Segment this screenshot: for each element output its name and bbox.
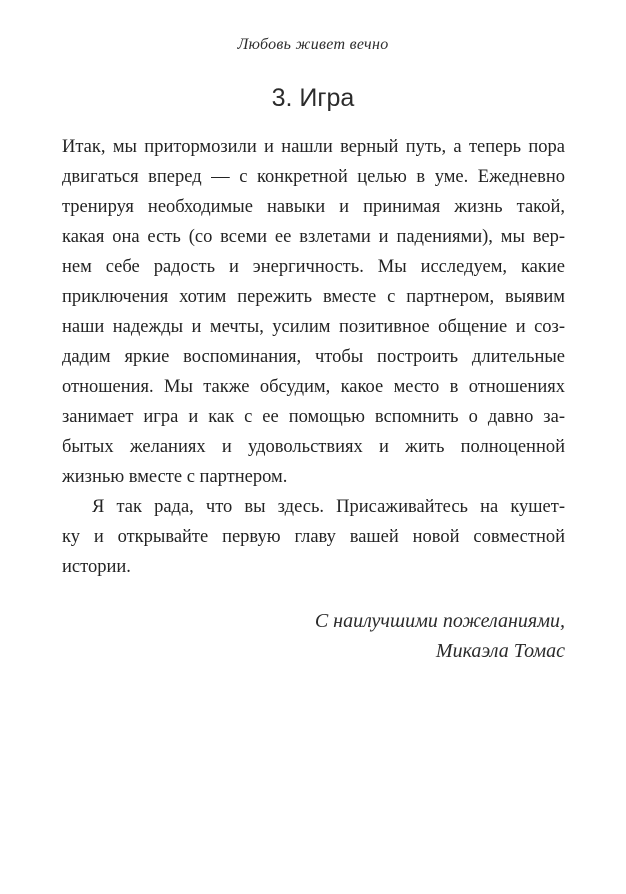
signoff xyxy=(315,606,565,666)
text-line: Итак, мы притормозили и нашли верный путь, а теперь пора xyxy=(62,137,565,157)
text-line: ку и открывайте первую главу вашей новой совместной xyxy=(62,527,565,547)
signoff-line-valediction: С наилучшими пожеланиями, xyxy=(314,610,565,632)
text-line: жизнью вместе с партнером. xyxy=(62,467,288,487)
text-line: отношения. Мы также обсудим, какое место в отношениях xyxy=(62,377,565,397)
signoff-line-author: Микаэла Томас xyxy=(435,640,565,662)
text-line: дадим яркие воспоминания, чтобы построить длительные xyxy=(62,347,565,367)
text-line: тренируя необходимые навыки и принимая жизнь такой, xyxy=(62,197,565,217)
text-line: двигаться вперед — с конкретной целью в уме. Ежедневно xyxy=(62,167,565,187)
text-line: бытых желаниях и удовольствиях и жить полноценной xyxy=(62,437,565,457)
paragraph xyxy=(62,132,565,492)
body-text xyxy=(62,132,565,582)
text-line: Я так рада, что вы здесь. Присаживайтесь на кушет- xyxy=(92,497,565,517)
text-line: истории. xyxy=(62,557,131,577)
text-line: наши надежды и мечты, усилим позитивное общение и соз- xyxy=(62,317,565,337)
paragraph xyxy=(62,492,565,582)
text-line: нем себе радость и энергичность. Мы исследуем, какие xyxy=(62,257,565,277)
text-line: занимает игра и как с ее помощью вспомнить о давно за- xyxy=(62,407,565,427)
text-line: приключения хотим пережить вместе с партнером, выявим xyxy=(62,287,565,307)
running-head: Любовь живет вечно xyxy=(237,36,389,53)
text-line: какая она есть (со всеми ее взлетами и падениями), мы вер- xyxy=(62,227,565,247)
chapter-title: 3. Игра xyxy=(271,84,355,112)
